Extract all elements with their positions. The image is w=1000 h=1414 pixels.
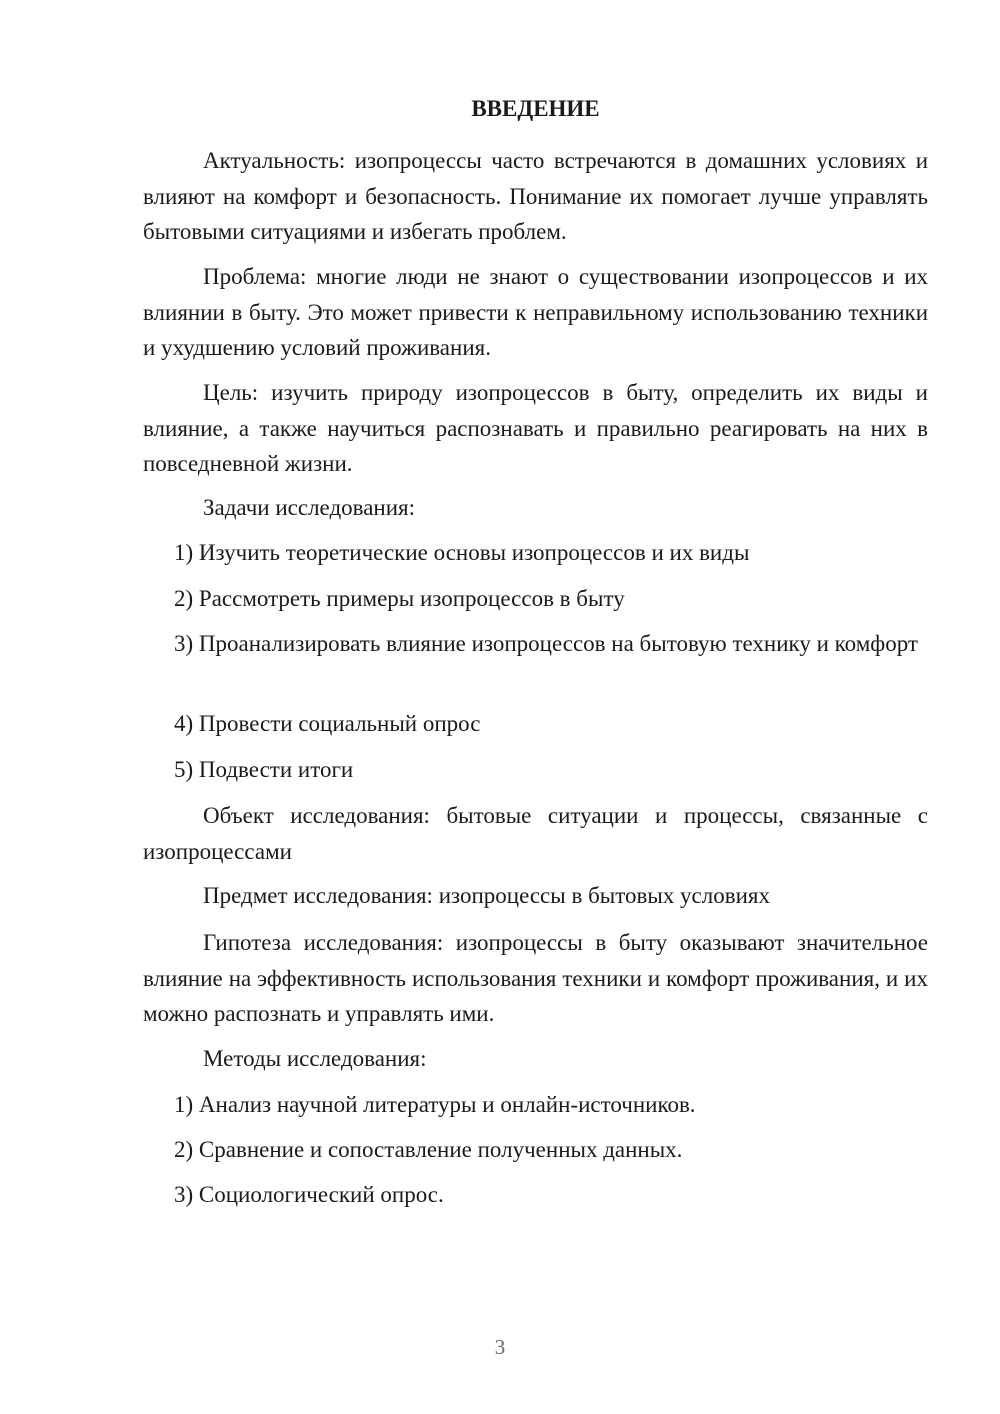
task-item-2: 2) Рассмотреть примеры изопроцессов в быту: [174, 586, 625, 611]
hypothesis-paragraph: Гипотеза исследования: изопроцессы в быту оказывают значительное влияние на эффективность использования техники и комфорт проживания, и их можно распознать и управлять ими.: [143, 930, 928, 1026]
problem-paragraph: Проблема: многие люди не знают о существовании изопроцессов и их влиянии в быту. Это может привести к неправильному использованию техники и ухудшению условий проживания.: [143, 264, 928, 360]
methods-heading: Методы исследования:: [203, 1046, 427, 1071]
task-item-4: 4) Провести социальный опрос: [174, 711, 481, 736]
goal-paragraph: Цель: изучить природу изопроцессов в быту, определить их виды и влияние, а также научиться распознавать и правильно реагировать на них в повседневной жизни.: [143, 380, 928, 476]
object-paragraph: Объект исследования: бытовые ситуации и процессы, связанные с изопроцессами: [143, 803, 928, 864]
method-item-2: 2) Сравнение и сопоставление полученных данных.: [174, 1137, 683, 1162]
task-item-1: 1) Изучить теоретические основы изопроцессов и их виды: [174, 540, 750, 565]
relevance-paragraph: Актуальность: изопроцессы часто встречаются в домашних условиях и влияют на комфорт и безопасность. Понимание их помогает лучше управлять бытовыми ситуациями и избегать проблем.: [143, 148, 928, 244]
document-title: ВВЕДЕНИЕ: [471, 96, 600, 121]
method-item-3: 3) Социологический опрос.: [174, 1182, 444, 1207]
task-item-3: 3) Проанализировать влияние изопроцессов на бытовую технику и комфорт: [174, 631, 918, 656]
page-number: 3: [494, 1335, 506, 1359]
tasks-heading: Задачи исследования:: [203, 495, 416, 520]
subject-paragraph: Предмет исследования: изопроцессы в бытовых условиях: [203, 883, 770, 908]
method-item-1: 1) Анализ научной литературы и онлайн-источников.: [174, 1092, 696, 1117]
task-item-5: 5) Подвести итоги: [174, 757, 354, 782]
